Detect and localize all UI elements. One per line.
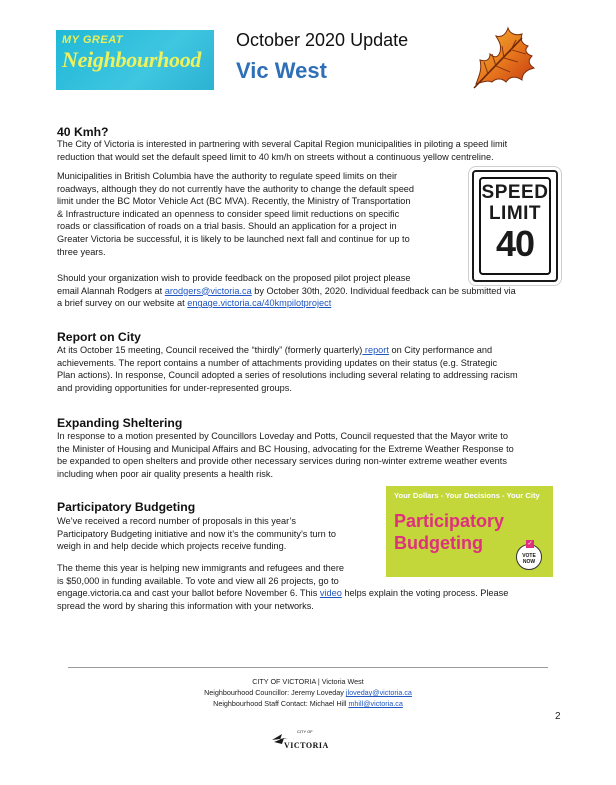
text-line: In response to a motion presented by Councillors Loveday and Potts, Council requested that the Mayor write to — [57, 431, 508, 441]
vote-now-text — [517, 553, 541, 565]
city-of-logo-text: CITY OF — [297, 729, 313, 734]
text-line: We’ve received a record number of proposals in this year’s — [57, 516, 296, 526]
text-line — [57, 344, 518, 357]
text-line: is $50,000 in funding available. To vote and view all 26 projects, go to — [57, 575, 339, 586]
kmh-paragraph-1 — [57, 138, 507, 163]
sign-number: 40 — [495, 223, 535, 264]
kmh-paragraph-2 — [57, 170, 414, 258]
speed-limit-sign — [472, 170, 558, 282]
pb-graphic-title-line2: Budgeting — [394, 533, 483, 553]
page-number: 2 — [555, 711, 561, 722]
sign-border — [479, 177, 551, 275]
sign-limit-text: LIMIT — [488, 203, 542, 224]
text-line: be expanded to open shelters and provide other necessary services during non-winter extreme weather events — [57, 456, 507, 467]
video-link[interactable]: video — [319, 588, 342, 599]
report-heading: Report on City — [57, 330, 141, 344]
vote-now-badge — [516, 541, 542, 570]
neighbourhood-title: Vic West — [236, 58, 327, 83]
text-span: engage.victoria.ca and cast your ballot before November 6. This — [57, 588, 320, 599]
now-text: NOW — [522, 559, 536, 565]
logo-line2: Neighbourhood — [62, 47, 202, 72]
text-span: by October 30th, 2020. Individual feedback can be submitted via — [251, 285, 516, 296]
text-span: on City performance and — [388, 345, 493, 355]
text-line: The theme this year is helping new immigrants and refugees and there — [57, 563, 345, 573]
text-span: a brief survey on our website at — [57, 298, 188, 309]
text-span: Neighbourhood Councillor: Jeremy Loveday — [204, 688, 346, 697]
text-line: roadways, although they do not currently have the authority to change the default speed — [57, 183, 415, 194]
text-line: spread the word by sharing this information with your networks. — [57, 600, 314, 611]
text-line — [57, 587, 508, 600]
victoria-logo-text: VICTORIA — [284, 741, 329, 750]
text-line: & Infrastructure indicated an openness to consider speed limit reductions on specific — [57, 208, 400, 219]
pb-graphic-title — [394, 510, 504, 554]
participatory-budgeting-graphic — [386, 486, 553, 577]
text-span: email Alannah Rodgers at — [57, 285, 165, 296]
text-line: limit under the BC Motor Vehicle Act (BC MVA). Recently, the Ministry of Transportation — [57, 196, 411, 207]
text-line: Participatory Budgeting initiative and now it’s the community’s turn to — [57, 528, 337, 539]
text-line: roads or classification of roads on a trial basis. Should an application for a project in — [57, 221, 397, 232]
survey-link[interactable]: engage.victoria.ca/40kmpilotproject — [187, 298, 332, 309]
text-line: Should your organization wish to provide feedback on the proposed pilot project please — [57, 273, 411, 283]
shelter-heading: Expanding Sheltering — [57, 416, 183, 430]
text-span: helps explain the voting process. Please — [341, 588, 509, 599]
text-line: Greater Victoria be successful, it is likely to be launched next fall and continue for up to — [57, 233, 410, 244]
text-line — [57, 285, 516, 298]
email-link-arodgers[interactable]: arodgers@victoria.ca — [164, 285, 252, 296]
newsletter-date-title: October 2020 Update — [236, 30, 409, 50]
report-link[interactable]: report — [362, 345, 389, 355]
pb-paragraph-1 — [57, 515, 336, 553]
councillor-email-link[interactable]: jloveday@victoria.ca — [345, 688, 412, 697]
footer-line-3 — [0, 699, 616, 708]
text-line: reduction that would set the default speed limit to 40 km/h on streets without a continuous yellow centreline. — [57, 151, 494, 162]
text-line: including when poor air quality presents a health risk. — [57, 468, 274, 479]
text-line: weigh in and help decide which projects receive funding. — [57, 541, 287, 552]
footer-line-1: CITY OF VICTORIA | Victoria West — [252, 677, 364, 686]
staff-email-link[interactable]: mhill@victoria.ca — [348, 699, 403, 708]
report-paragraph — [57, 344, 518, 394]
footer-divider — [68, 667, 548, 668]
logo-line1: MY GREAT — [62, 34, 124, 46]
kmh-paragraph-3 — [57, 272, 516, 310]
text-line: The City of Victoria is interested in partnering with several Capital Region municipalities in piloting a speed limit — [57, 139, 508, 149]
text-line: Municipalities in British Columbia have the authority to regulate speed limits on their — [57, 171, 398, 181]
pb-graphic-tagline: Your Dollars - Your Decisions - Your City — [394, 491, 540, 500]
text-line: and providing opportunities for under-represented groups. — [57, 382, 292, 393]
text-span: Neighbourhood Staff Contact: Michael Hill — [213, 699, 349, 708]
autumn-leaf-icon — [466, 24, 548, 94]
text-line: Plan actions). In response, Council adopted a series of resolutions including several relating to addressing racism — [57, 370, 518, 381]
pb-graphic-title-line1: Participatory — [394, 511, 505, 531]
text-line: three years. — [57, 246, 106, 257]
shelter-paragraph — [57, 430, 514, 480]
checkmark-icon: ✓ — [527, 541, 533, 547]
text-line: the Minister of Housing and Municipal Affairs and BC Housing, advocating for the Extreme Weather Response to — [57, 443, 514, 454]
text-line: achievements. The report contains a number of attachments providing updates on their status (e.g. Strategic — [57, 357, 498, 368]
pb-heading: Participatory Budgeting — [57, 500, 196, 514]
text-span: At its October 15 meeting, Council received the “thirdly” (formerly quarterly) — [57, 345, 363, 355]
vote-text: VOTE — [522, 553, 536, 559]
sign-speed-text: SPEED — [481, 182, 549, 203]
footer-line-2 — [0, 688, 616, 697]
text-line — [57, 297, 516, 310]
kmh-heading: 40 Kmh? — [57, 125, 109, 139]
my-great-neighbourhood-logo — [56, 30, 214, 90]
